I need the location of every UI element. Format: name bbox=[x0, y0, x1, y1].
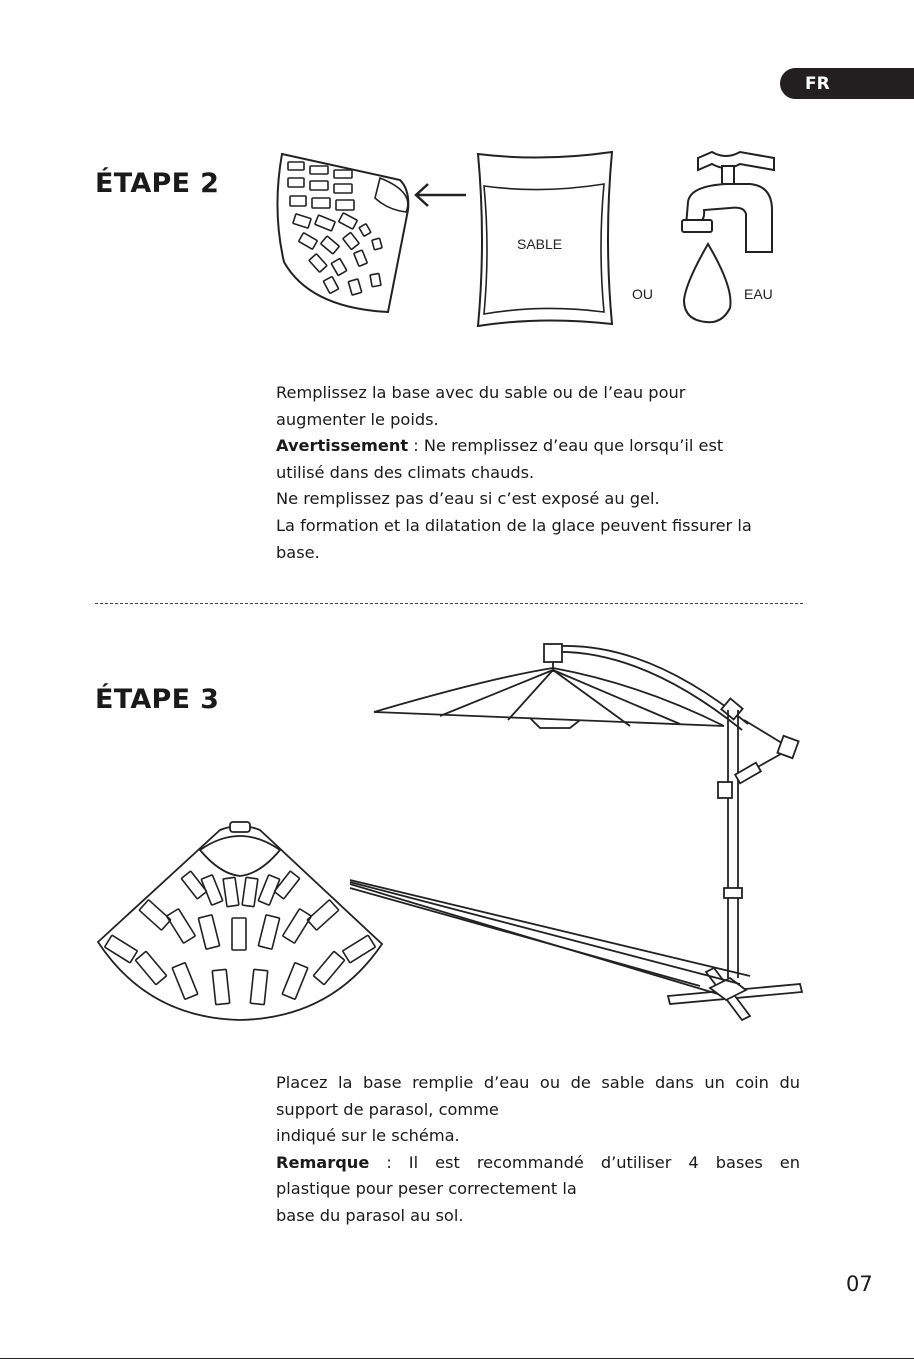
step2-title: ÉTAPE 2 bbox=[95, 168, 220, 199]
arrow-icon bbox=[412, 182, 468, 208]
section-divider bbox=[95, 603, 803, 604]
base-segment-large-illustration bbox=[92, 818, 388, 1024]
step2-instructions bbox=[276, 380, 800, 566]
note-text: : Il est recommandé d’utiliser 4 bases en bbox=[369, 1152, 800, 1172]
step3-title: ÉTAPE 3 bbox=[95, 684, 220, 715]
sand-bag-illustration bbox=[472, 148, 622, 330]
note-label: Remarque bbox=[276, 1152, 370, 1172]
warning-label: Avertissement bbox=[276, 436, 409, 456]
language-label: FR bbox=[805, 73, 830, 94]
step3-line3: indiqué sur le schéma. bbox=[276, 1126, 460, 1146]
page-number: 07 bbox=[846, 1272, 873, 1296]
warning-text: : Ne remplissez d’eau que lorsqu’il est bbox=[408, 436, 724, 456]
step2-water-label bbox=[742, 284, 792, 304]
sand-label: SABLE bbox=[517, 236, 563, 252]
cantilever-umbrella-illustration bbox=[340, 638, 820, 1028]
step2-line7: base. bbox=[276, 542, 320, 562]
or-label: OU bbox=[632, 286, 653, 302]
step3-note bbox=[276, 1150, 800, 1177]
step2-warning bbox=[276, 433, 800, 460]
step2-line1: Remplissez la base avec du sable ou de l’eau pour bbox=[276, 383, 686, 402]
step2-line2: augmenter le poids. bbox=[276, 409, 439, 429]
step2-line6: La formation et la dilatation de la glace peuvent fissurer la bbox=[276, 515, 752, 535]
step2-line5: Ne remplissez pas d’eau si c’est exposé au gel. bbox=[276, 489, 660, 509]
language-tab bbox=[780, 68, 914, 99]
step3-line1: Placez la base remplie d’eau ou de sable dans un coin du bbox=[276, 1073, 800, 1092]
step3-line5: plastique pour peser correctement la bbox=[276, 1179, 577, 1199]
step3-instructions bbox=[276, 1070, 800, 1230]
step3-line2: support de parasol, comme bbox=[276, 1099, 499, 1119]
bottom-rule bbox=[0, 1358, 914, 1359]
step2-or-label bbox=[630, 284, 670, 304]
step3-line6: base du parasol au sol. bbox=[276, 1205, 464, 1225]
water-drop-icon bbox=[684, 244, 731, 322]
step2-line4: utilisé dans des climats chauds. bbox=[276, 462, 535, 482]
water-label: EAU bbox=[744, 286, 773, 302]
base-segment-illustration bbox=[270, 150, 420, 320]
